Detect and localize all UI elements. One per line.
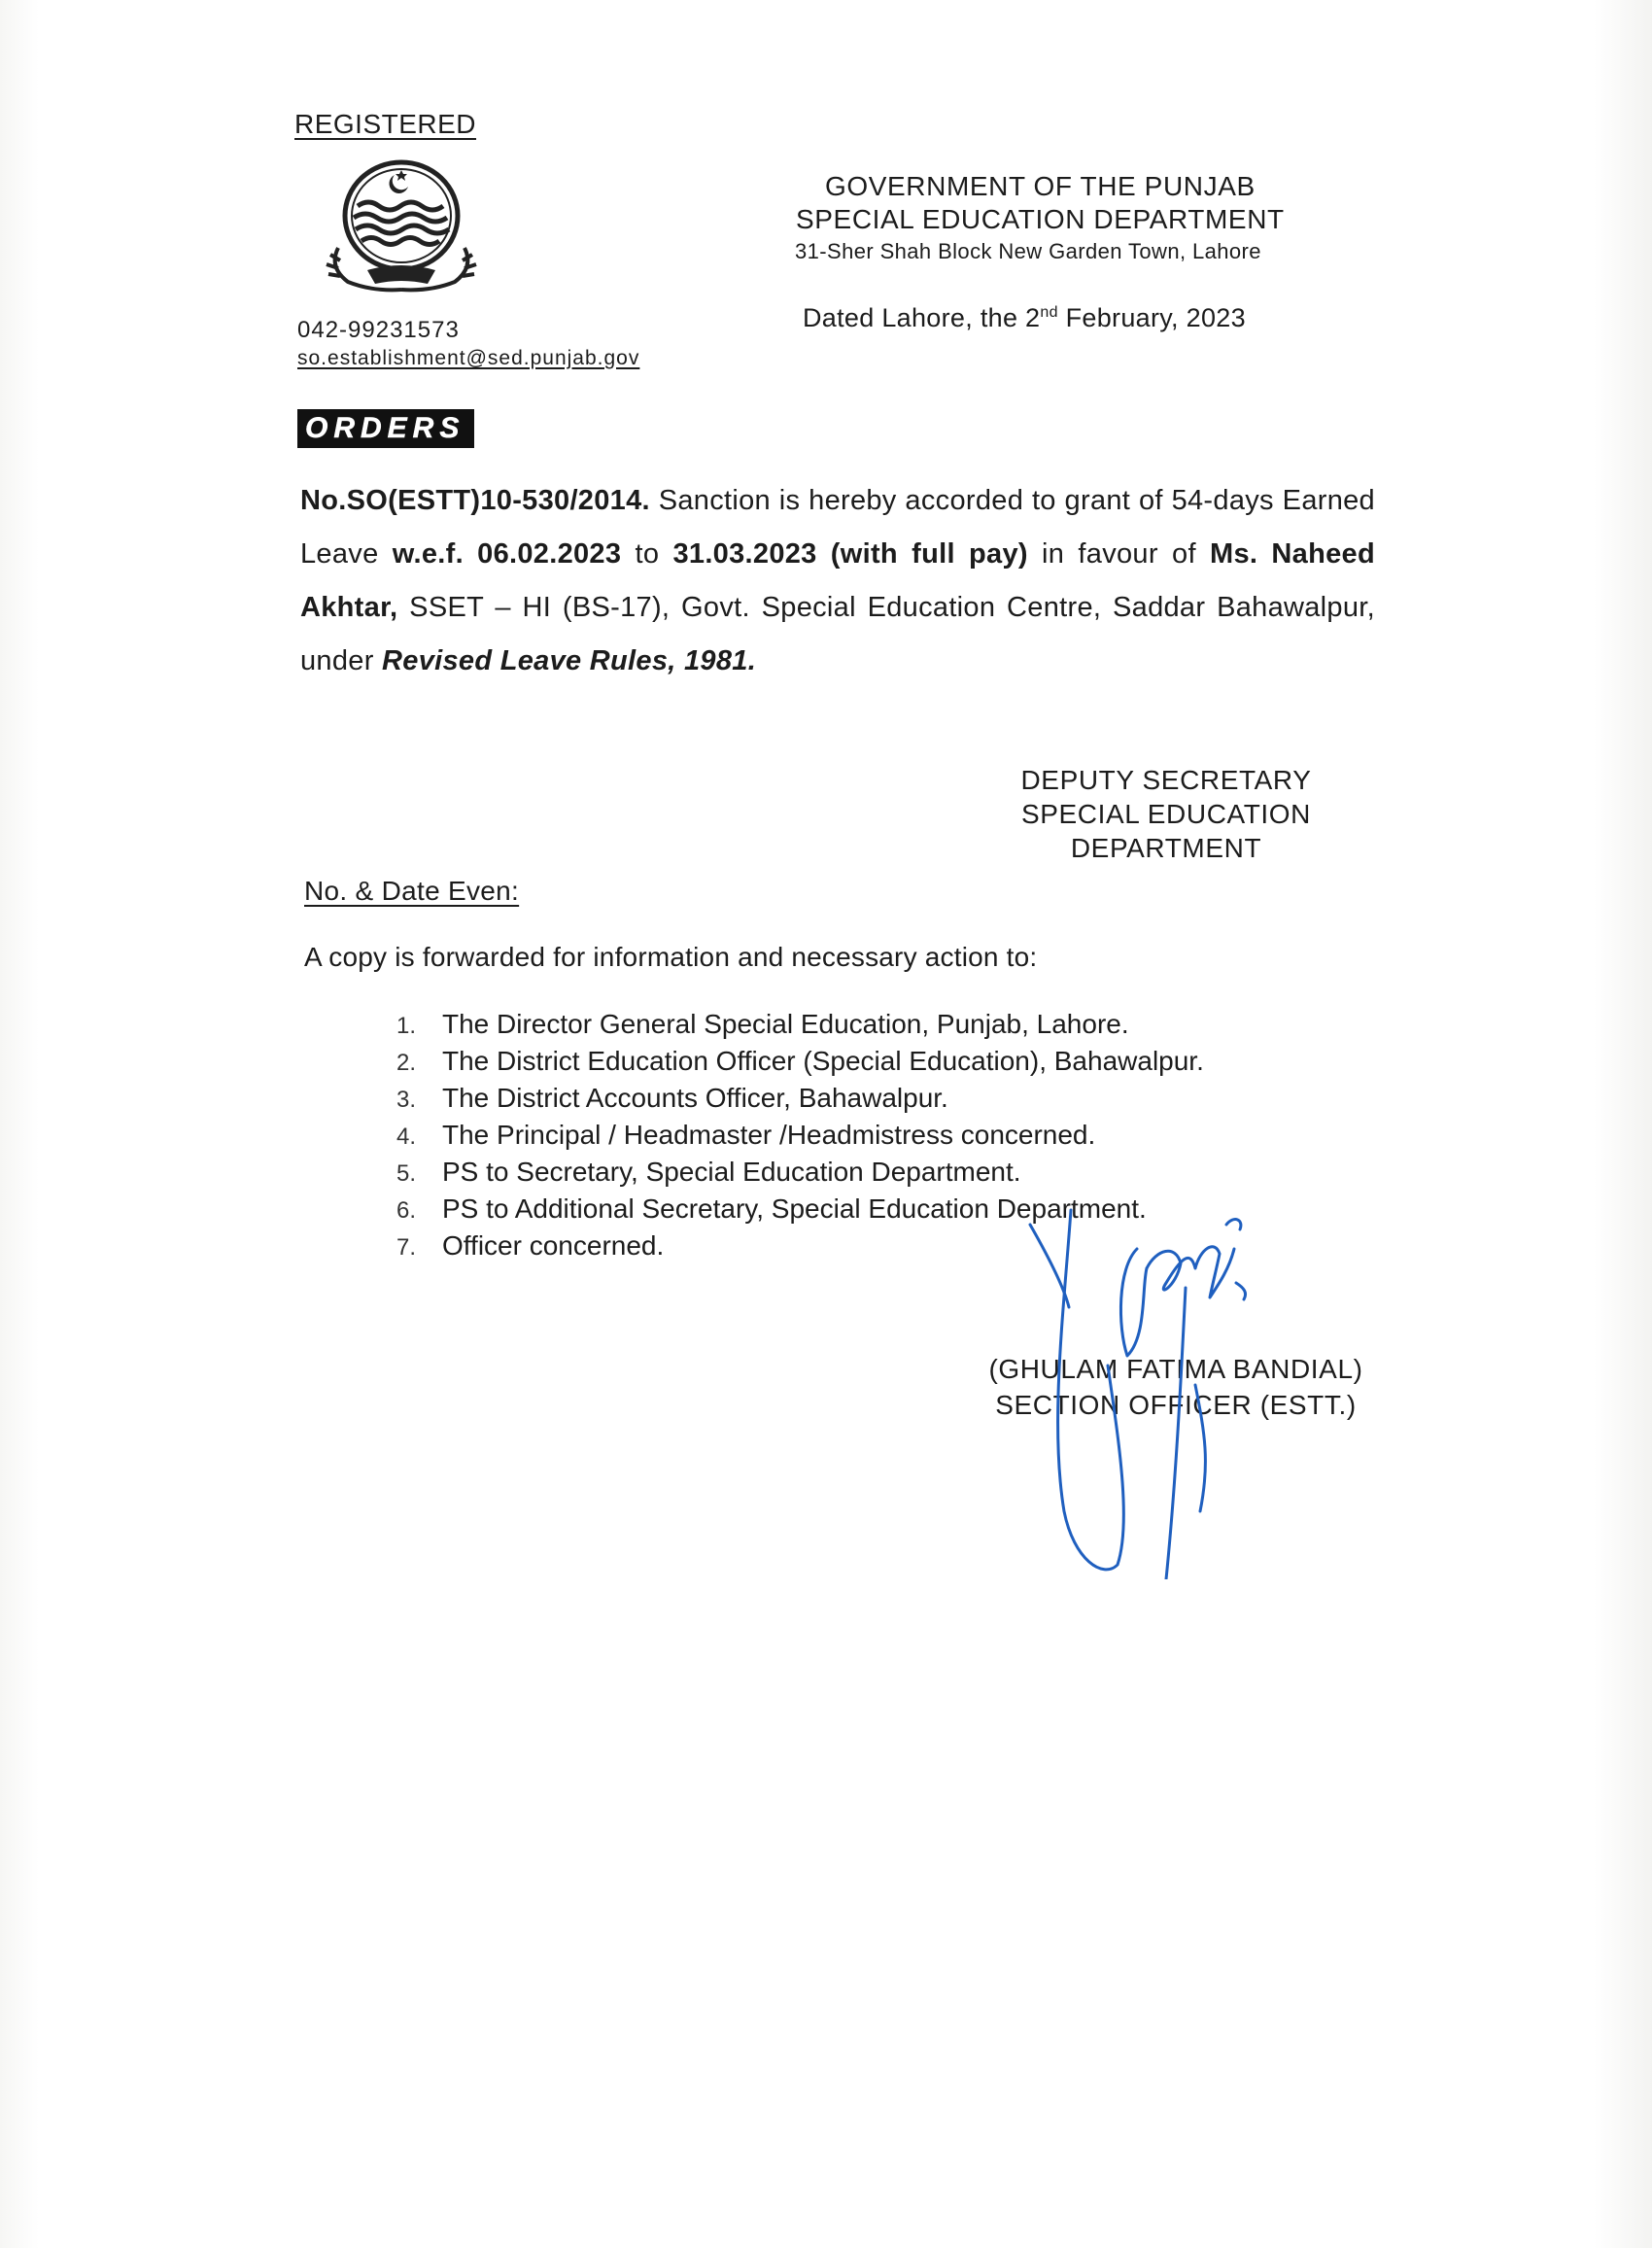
order-text-1: Sanction is hereby accorded to grant of 54-days Earned Leave — [300, 485, 1375, 570]
list-item-number: 1. — [396, 1013, 417, 1039]
list-item — [396, 1228, 1204, 1265]
deputy-secretary-block — [972, 763, 1360, 865]
dated-prefix: Dated Lahore, the 2 — [803, 303, 1041, 332]
dated-superscript: nd — [1040, 304, 1058, 321]
punjab-emblem-icon — [309, 156, 494, 301]
list-item-text: The District Education Officer (Special Education), Bahawalpur. — [442, 1046, 1204, 1076]
list-item — [396, 1155, 1204, 1192]
order-number: No.SO(ESTT)10-530/2014. — [300, 485, 650, 516]
department-title: SPECIAL EDUCATION DEPARTMENT — [796, 204, 1285, 234]
list-item-number: 7. — [396, 1234, 417, 1261]
phone-number: 042-99231573 — [297, 317, 460, 343]
list-item-number: 3. — [396, 1087, 417, 1113]
order-end-date: 31.03.2023 (with full pay) — [672, 538, 1028, 570]
government-title: GOVERNMENT OF THE PUNJAB — [825, 171, 1256, 201]
list-item — [396, 1192, 1204, 1228]
list-item — [396, 1044, 1204, 1081]
order-wef-date: w.e.f. 06.02.2023 — [392, 538, 622, 570]
email-address[interactable]: so.establishment@sed.punjab.gov — [297, 347, 640, 369]
list-item-text: PS to Secretary, Special Education Department. — [442, 1157, 1021, 1187]
list-item-text: The Director General Special Education, Punjab, Lahore. — [442, 1009, 1129, 1039]
list-item-number: 6. — [396, 1197, 417, 1224]
employee-name: Ms. Naheed Akhtar, — [300, 538, 1375, 623]
list-item-text: Officer concerned. — [442, 1230, 665, 1261]
deputy-line-3: DEPARTMENT — [1070, 833, 1262, 863]
list-item-number: 4. — [396, 1124, 417, 1150]
list-item-text: PS to Additional Secretary, Special Education Department. — [442, 1193, 1147, 1224]
signatory-block — [952, 1351, 1399, 1423]
order-to: to — [621, 538, 673, 570]
signatory-title: SECTION OFFICER (ESTT.) — [995, 1390, 1357, 1420]
list-item — [396, 1007, 1204, 1044]
department-address: 31-Sher Shah Block New Garden Town, Lahore — [795, 239, 1261, 263]
orders-heading: ORDERS — [297, 409, 474, 448]
distribution-list — [396, 1007, 1204, 1265]
list-item — [396, 1081, 1204, 1118]
order-text-2: in favour of — [1027, 538, 1210, 570]
leave-rules: Revised Leave Rules, 1981. — [382, 645, 757, 676]
deputy-line-1: DEPUTY SECRETARY — [1020, 765, 1312, 795]
order-paragraph — [300, 474, 1375, 688]
list-item-number: 5. — [396, 1160, 417, 1187]
list-item — [396, 1118, 1204, 1155]
registered-label: REGISTERED — [294, 109, 477, 139]
dated-line — [803, 303, 1246, 333]
list-item-text: The District Accounts Officer, Bahawalpur. — [442, 1083, 948, 1113]
no-date-even-heading: No. & Date Even: — [304, 876, 520, 906]
deputy-line-2: SPECIAL EDUCATION — [1020, 799, 1312, 829]
list-item-number: 2. — [396, 1050, 417, 1076]
copy-forwarded-intro: A copy is forwarded for information and necessary action to: — [304, 942, 1038, 972]
dated-suffix: February, 2023 — [1057, 303, 1246, 332]
signatory-name: (GHULAM FATIMA BANDIAL) — [988, 1354, 1363, 1384]
list-item-text: The Principal / Headmaster /Headmistress concerned. — [442, 1120, 1096, 1150]
order-text-3: SSET – HI (BS-17), Govt. Special Education Centre, Saddar Bahawalpur, under — [300, 592, 1375, 676]
